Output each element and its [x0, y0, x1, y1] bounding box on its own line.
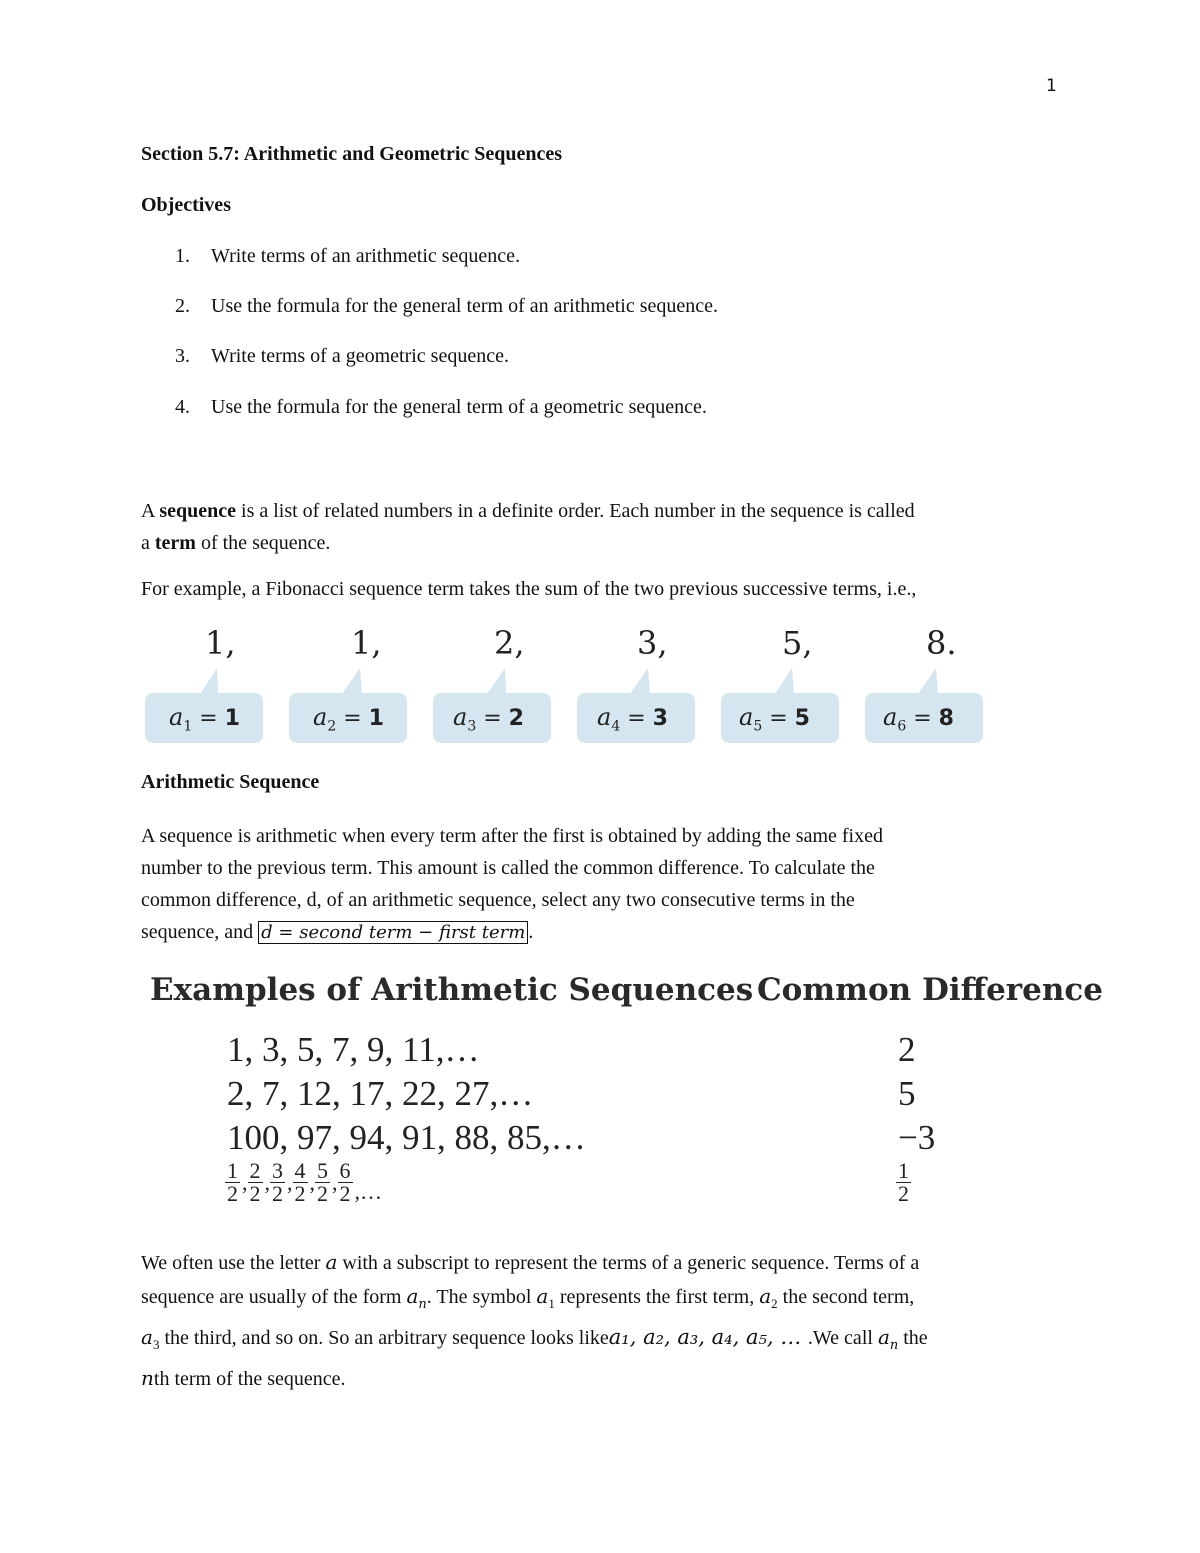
objective-item — [175, 345, 509, 368]
fraction-term: $\frac{2}{2}$ — [249, 1158, 261, 1206]
arithmetic-line-1: A sequence is arithmetic when every term after the first is obtained by adding the same fixed — [141, 825, 883, 847]
fib-label: $a_5 = 5$ — [739, 703, 810, 735]
objectives-heading: Objectives — [141, 194, 231, 216]
notation-line-4: nth term of the sequence. — [141, 1366, 346, 1390]
section-title: Section 5.7: Arithmetic and Geometric Sequences — [141, 143, 563, 165]
fraction-tail: ,… — [354, 1179, 382, 1204]
fib-label-box — [145, 693, 263, 743]
fib-label-box — [721, 693, 839, 743]
fraction-term: $\frac{5}{2}$ — [317, 1158, 328, 1206]
definition-paragraph — [141, 495, 915, 559]
objective-text: Write terms of a geometric sequence. — [211, 345, 509, 367]
fib-label-box — [433, 693, 551, 743]
fib-number: 8. — [926, 624, 957, 662]
objective-number: 4. — [175, 396, 190, 418]
fib-tail — [918, 668, 938, 694]
notation-paragraph — [141, 1246, 928, 1396]
arithmetic-paragraph — [141, 820, 883, 949]
notation-line-2: sequence are usually of the form $a_n$. The symbol $a_1$ represents the first term, $a_2$ the second term, — [141, 1284, 915, 1312]
example-difference: −3 — [898, 1118, 936, 1157]
objective-item — [175, 396, 707, 419]
fib-tail — [775, 668, 794, 694]
fib-label-box — [289, 693, 407, 743]
fib-number: 3, — [637, 624, 668, 662]
example-difference: 2 — [898, 1030, 916, 1069]
fib-label: $a_6 = 8$ — [883, 703, 954, 735]
fib-number: 1, — [205, 624, 236, 662]
objective-number: 1. — [175, 245, 190, 267]
common-difference-formula: d = second term − first term — [258, 921, 528, 944]
examples-col2-header: Common Difference — [757, 972, 1103, 1008]
fib-tail — [630, 668, 650, 694]
definition-line-1: A sequence is a list of related numbers in a definite order. Each number in the sequence is called — [141, 500, 915, 522]
example-sequence-fractions: $\frac{1}{2}$ , $\frac{2}{2}$ , $\frac{3}{2}$ , $\frac{4}{2}$ , $\frac{5}{2}$ , $\frac{6}{2}$ ,… — [227, 1158, 382, 1206]
fibonacci-intro: For example, a Fibonacci sequence term takes the sum of the two previous successive terms, i.e., — [141, 578, 917, 600]
fib-tail — [487, 668, 506, 694]
term-sequence: sequence — [159, 500, 237, 522]
examples-col1-header: Examples of Arithmetic Sequences — [150, 972, 754, 1008]
objective-text: Use the formula for the general term of a geometric sequence. — [211, 396, 707, 418]
fib-label: $a_3 = 2$ — [453, 703, 524, 735]
fraction-term: $\frac{3}{2}$ — [272, 1158, 283, 1206]
example-sequence: 2, 7, 12, 17, 22, 27,… — [227, 1074, 534, 1113]
arithmetic-line-4: sequence, and d = second term − first term . — [141, 921, 534, 943]
example-difference: 5 — [898, 1074, 916, 1113]
notation-line-1: We often use the letter a with a subscript to represent the terms of a generic sequence. Terms of a — [141, 1250, 920, 1274]
fib-label-box — [865, 693, 983, 743]
example-sequence: 100, 97, 94, 91, 88, 85,… — [227, 1118, 586, 1157]
objective-number: 3. — [175, 345, 190, 367]
objective-item — [175, 295, 718, 318]
arithmetic-heading: Arithmetic Sequence — [141, 771, 320, 793]
example-difference-fraction: $\frac{1}{2}$ — [898, 1158, 909, 1207]
term-term: term — [154, 532, 196, 554]
definition-line-2: a term of the sequence. — [141, 532, 331, 554]
fib-label: $a_1 = 1$ — [169, 703, 240, 735]
fraction-term: $\frac{4}{2}$ — [294, 1158, 306, 1206]
example-sequence: 1, 3, 5, 7, 9, 11,… — [227, 1030, 480, 1069]
objective-text: Use the formula for the general term of an arithmetic sequence. — [211, 295, 719, 317]
page-number: 1 — [1046, 76, 1057, 96]
fib-number: 1, — [351, 624, 382, 662]
notation-line-3: $a_3$ the third, and so on. So an arbitrary sequence looks likea₁, a₂, a₃, a₄, a₅, … .We call $a_n$ the — [141, 1325, 928, 1353]
objective-item — [175, 245, 520, 268]
fib-label: $a_4 = 3$ — [597, 703, 668, 735]
fraction-term: $\frac{6}{2}$ — [339, 1158, 351, 1206]
arithmetic-line-2: number to the previous term. This amount is called the common difference. To calculate the — [141, 857, 875, 879]
fib-tail — [342, 668, 362, 694]
objective-text: Write terms of an arithmetic sequence. — [211, 245, 521, 267]
fib-label: $a_2 = 1$ — [313, 703, 384, 735]
fib-number: 5, — [782, 624, 813, 662]
fib-tail — [200, 668, 218, 694]
fraction-term: $\frac{1}{2}$ — [227, 1158, 238, 1206]
fib-number: 2, — [494, 624, 525, 662]
fib-label-box — [577, 693, 695, 743]
fibonacci-figure — [0, 620, 1200, 750]
arithmetic-line-3: common difference, d, of an arithmetic sequence, select any two consecutive terms in the — [141, 889, 855, 911]
generic-sequence: a₁, a₂, a₃, a₄, a₅, … — [608, 1325, 808, 1349]
objective-number: 2. — [175, 295, 190, 317]
